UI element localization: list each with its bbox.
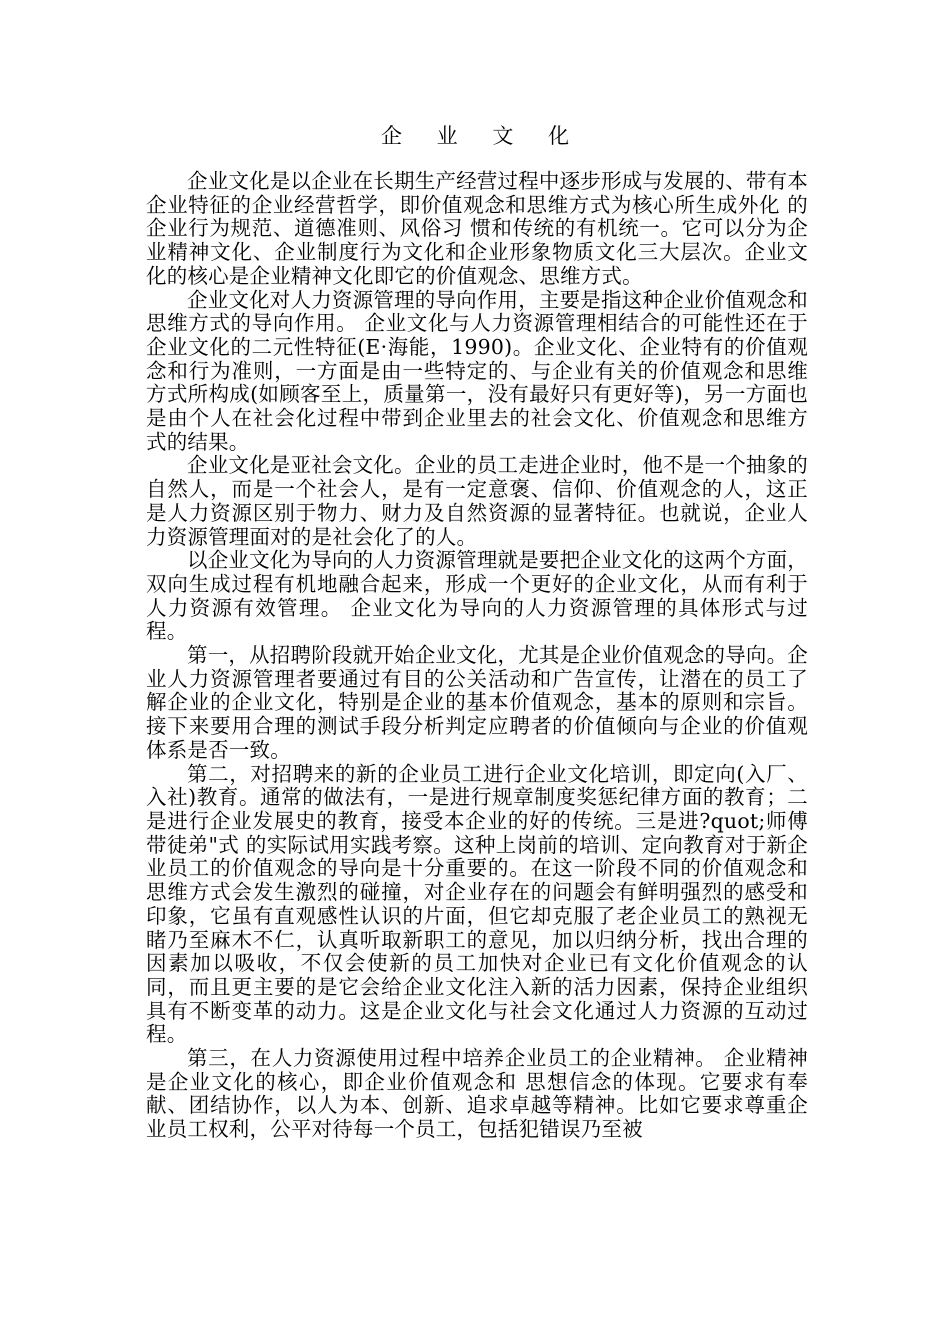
paragraph-5: 第一，从招聘阶段就开始企业文化，尤其是企业价值观念的导向。企业人力资源管理者要通过有目的公关活动和广告宣传，让潜在的员工了解企业的企业文化，特别是企业的基本价值观念，基本的原则和宗旨。接下来要用合理的测试手段分析判定应聘者的价值倾向与企业的价值观体系是否一致。 bbox=[146, 643, 808, 762]
paragraph-4: 以企业文化为导向的人力资源管理就是要把企业文化的这两个方面，双向生成过程有机地融合起来，形成一个更好的企业文化，从而有利于人力资源有效管理。 企业文化为导向的人力资源管理的具体形式与过程。 bbox=[146, 548, 808, 644]
paragraph-1: 企业文化是以企业在长期生产经营过程中逐步形成与发展的、带有本企业特征的企业经营哲学，即价值观念和思维方式为核心所生成外化 的企业行为规范、道德准则、风俗习 惯和传统的有机统一。它可以分为企业精神文化、企业制度行为文化和企业形象物质文化三大层次。企业文化的核心是企业精神文化即它的价值观念、思维方式。 bbox=[146, 169, 808, 288]
paragraph-7: 第三，在人力资源使用过程中培养企业员工的企业精神。 企业精神是企业文化的核心，即企业价值观念和 思想信念的体现。它要求有奉献、团结协作，以人为本、创新、追求卓越等精神。比如它要求尊重企业员工权利，公平对待每一个员工，包括犯错误乃至被 bbox=[146, 1046, 808, 1142]
paragraph-6: 第二，对招聘来的新的企业员工进行企业文化培训，即定向(入厂、入社)教育。通常的做法有，一是进行规章制度奖惩纪律方面的教育；二是进行企业发展史的教育，接受本企业的好的传统。三是进?quot;师傅带徒弟"式 的实际试用实践考察。这种上岗前的培训、定向教育对于新企业员工的价值观念的导向是十分重要的。在这一阶段不同的价值观念和思维方式会发生激烈的碰撞，对企业存在的问题会有鲜明强烈的感受和印象，它虽有直观感性认识的片面，但它却克服了老企业员工的熟视无睹乃至麻木不仁，认真听取新职工的意见，加以归纳分析，找出合理的因素加以吸收，不仅会使新的员工加快对企业已有文化价值观念的认同，而且更主要的是它会给企业文化注入新的活力因素，保持企业组织具有不断变革的动力。这是企业文化与社会文化通过人力资源的互动过程。 bbox=[146, 761, 808, 1047]
paragraph-3: 企业文化是亚社会文化。企业的员工走进企业时，他不是一个抽象的自然人，而是一个社会人，是有一定意褒、信仰、价值观念的人，这正是人力资源区别于物力、财力及自然资源的显著特征。也就说，企业人力资源管理面对的是社会化了的人。 bbox=[146, 453, 808, 549]
document-body bbox=[146, 170, 808, 1142]
paragraph-2: 企业文化对人力资源管理的导向作用，主要是指这种企业价值观念和思维方式的导向作用。 企业文化与人力资源管理相结合的可能性还在于企业文化的二元性特征(E·海能，1990)。企业文化、企业特有的价值观念和行为准则，一方面是由一些特定的、与企业有关的价值观念和思维方式所构成(如顾客至上，质量第一，没有最好只有更好等)，另一方面也是由个人在社会化过程中带到企业里去的社会文化、价值观念和思维方式的结果。 bbox=[146, 287, 808, 454]
document-title: 企 业 文 化 bbox=[380, 124, 584, 148]
